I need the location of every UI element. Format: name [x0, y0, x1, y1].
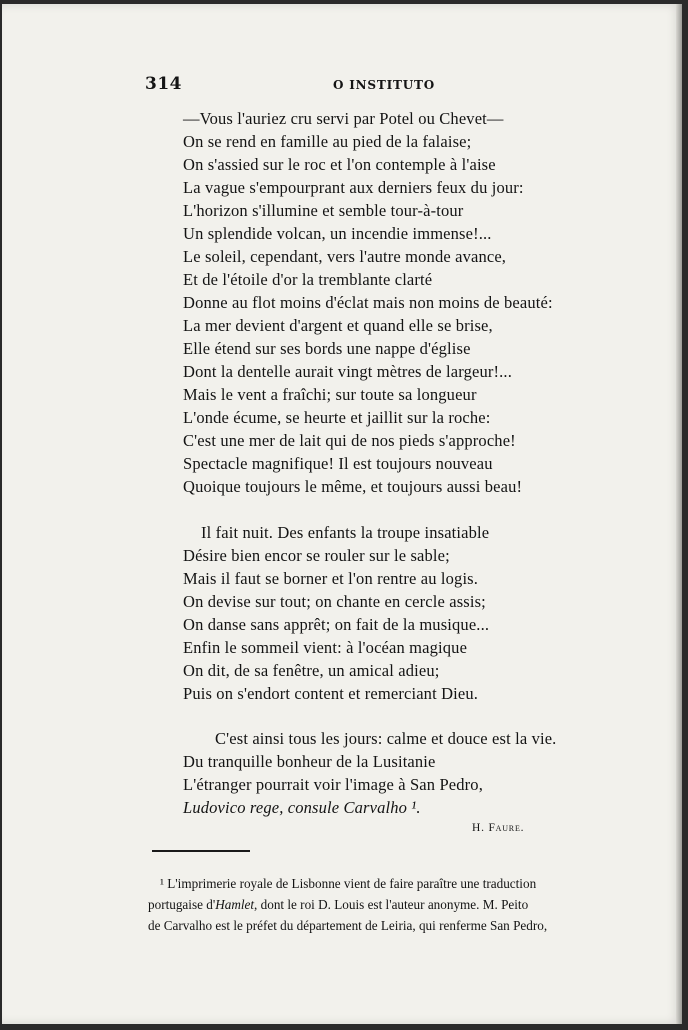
poem-line: Spectacle magnifique! Il est toujours nouveau — [183, 454, 493, 473]
poem-line: Mais il faut se borner et l'on rentre au logis. — [183, 569, 479, 588]
poem-line: Puis on s'endort content et remerciant Dieu. — [183, 684, 479, 703]
poem-line: Quoique toujours le même, et toujours aussi beau! — [183, 477, 523, 496]
poem-line: On devise sur tout; on chante en cercle assis; — [183, 592, 486, 611]
poem-line: Du tranquille bonheur de la Lusitanie — [183, 752, 436, 771]
poem-line: L'étranger pourrait voir l'image à San Pedro, — [183, 775, 483, 794]
poem-line: L'onde écume, se heurte et jaillit sur la roche: — [183, 408, 491, 427]
footnote-divider — [152, 850, 250, 852]
poem-line: Mais le vent a fraîchi; sur toute sa longueur — [183, 385, 477, 404]
poem-line: C'est ainsi tous les jours: calme et douce est la vie. — [215, 729, 557, 748]
footnote-line: portugaise d'Hamlet, dont le roi D. Louis est l'auteur anonyme. M. Peito — [148, 897, 529, 912]
poem-line: Le soleil, cependant, vers l'autre monde avance, — [183, 247, 507, 266]
page-number: 314 — [145, 74, 182, 94]
hamlet-title: Hamlet — [215, 897, 255, 912]
poem-line: La mer devient d'argent et quand elle se brise, — [183, 316, 493, 335]
poem-line: On s'assied sur le roc et l'on contemple à l'aise — [183, 155, 496, 174]
page-edge-shadow — [676, 4, 682, 1024]
poem-line: Ludovico rege, consule Carvalho ¹. — [183, 798, 421, 817]
author-signature: H. Faure. — [472, 822, 525, 834]
poem-line: On dit, de sa fenêtre, un amical adieu; — [183, 661, 440, 680]
book-page — [2, 4, 682, 1024]
poem-line: L'horizon s'illumine et semble tour-à-tour — [183, 201, 464, 220]
footnote-line: de Carvalho est le préfet du département de Leiria, qui renferme San Pedro, — [148, 918, 548, 933]
poem-line: —Vous l'auriez cru servi par Potel ou Chevet— — [183, 109, 504, 128]
poem-line: Il fait nuit. Des enfants la troupe insatiable — [201, 523, 490, 542]
poem-line: La vague s'empourprant aux derniers feux du jour: — [183, 178, 524, 197]
running-title: O INSTITUTO — [333, 78, 435, 92]
poem-line: Désire bien encor se rouler sur le sable; — [183, 546, 450, 565]
footnote-line: ¹ L'imprimerie royale de Lisbonne vient de faire paraître une traduction — [160, 876, 537, 891]
poem-line: C'est une mer de lait qui de nos pieds s'approche! — [183, 431, 516, 450]
poem-line: Dont la dentelle aurait vingt mètres de largeur!... — [183, 362, 512, 381]
page-header — [145, 74, 545, 98]
poem-line: Elle étend sur ses bords une nappe d'église — [183, 339, 471, 358]
poem-line: Enfin le sommeil vient: à l'océan magique — [183, 638, 468, 657]
poem-line: Donne au flot moins d'éclat mais non moins de beauté: — [183, 293, 553, 312]
poem-line: Un splendide volcan, un incendie immense!... — [183, 224, 492, 243]
poem-line: On se rend en famille au pied de la falaise; — [183, 132, 472, 151]
poem-line: On danse sans apprêt; on fait de la musique... — [183, 615, 490, 634]
poem-line: Et de l'étoile d'or la tremblante clarté — [183, 270, 433, 289]
